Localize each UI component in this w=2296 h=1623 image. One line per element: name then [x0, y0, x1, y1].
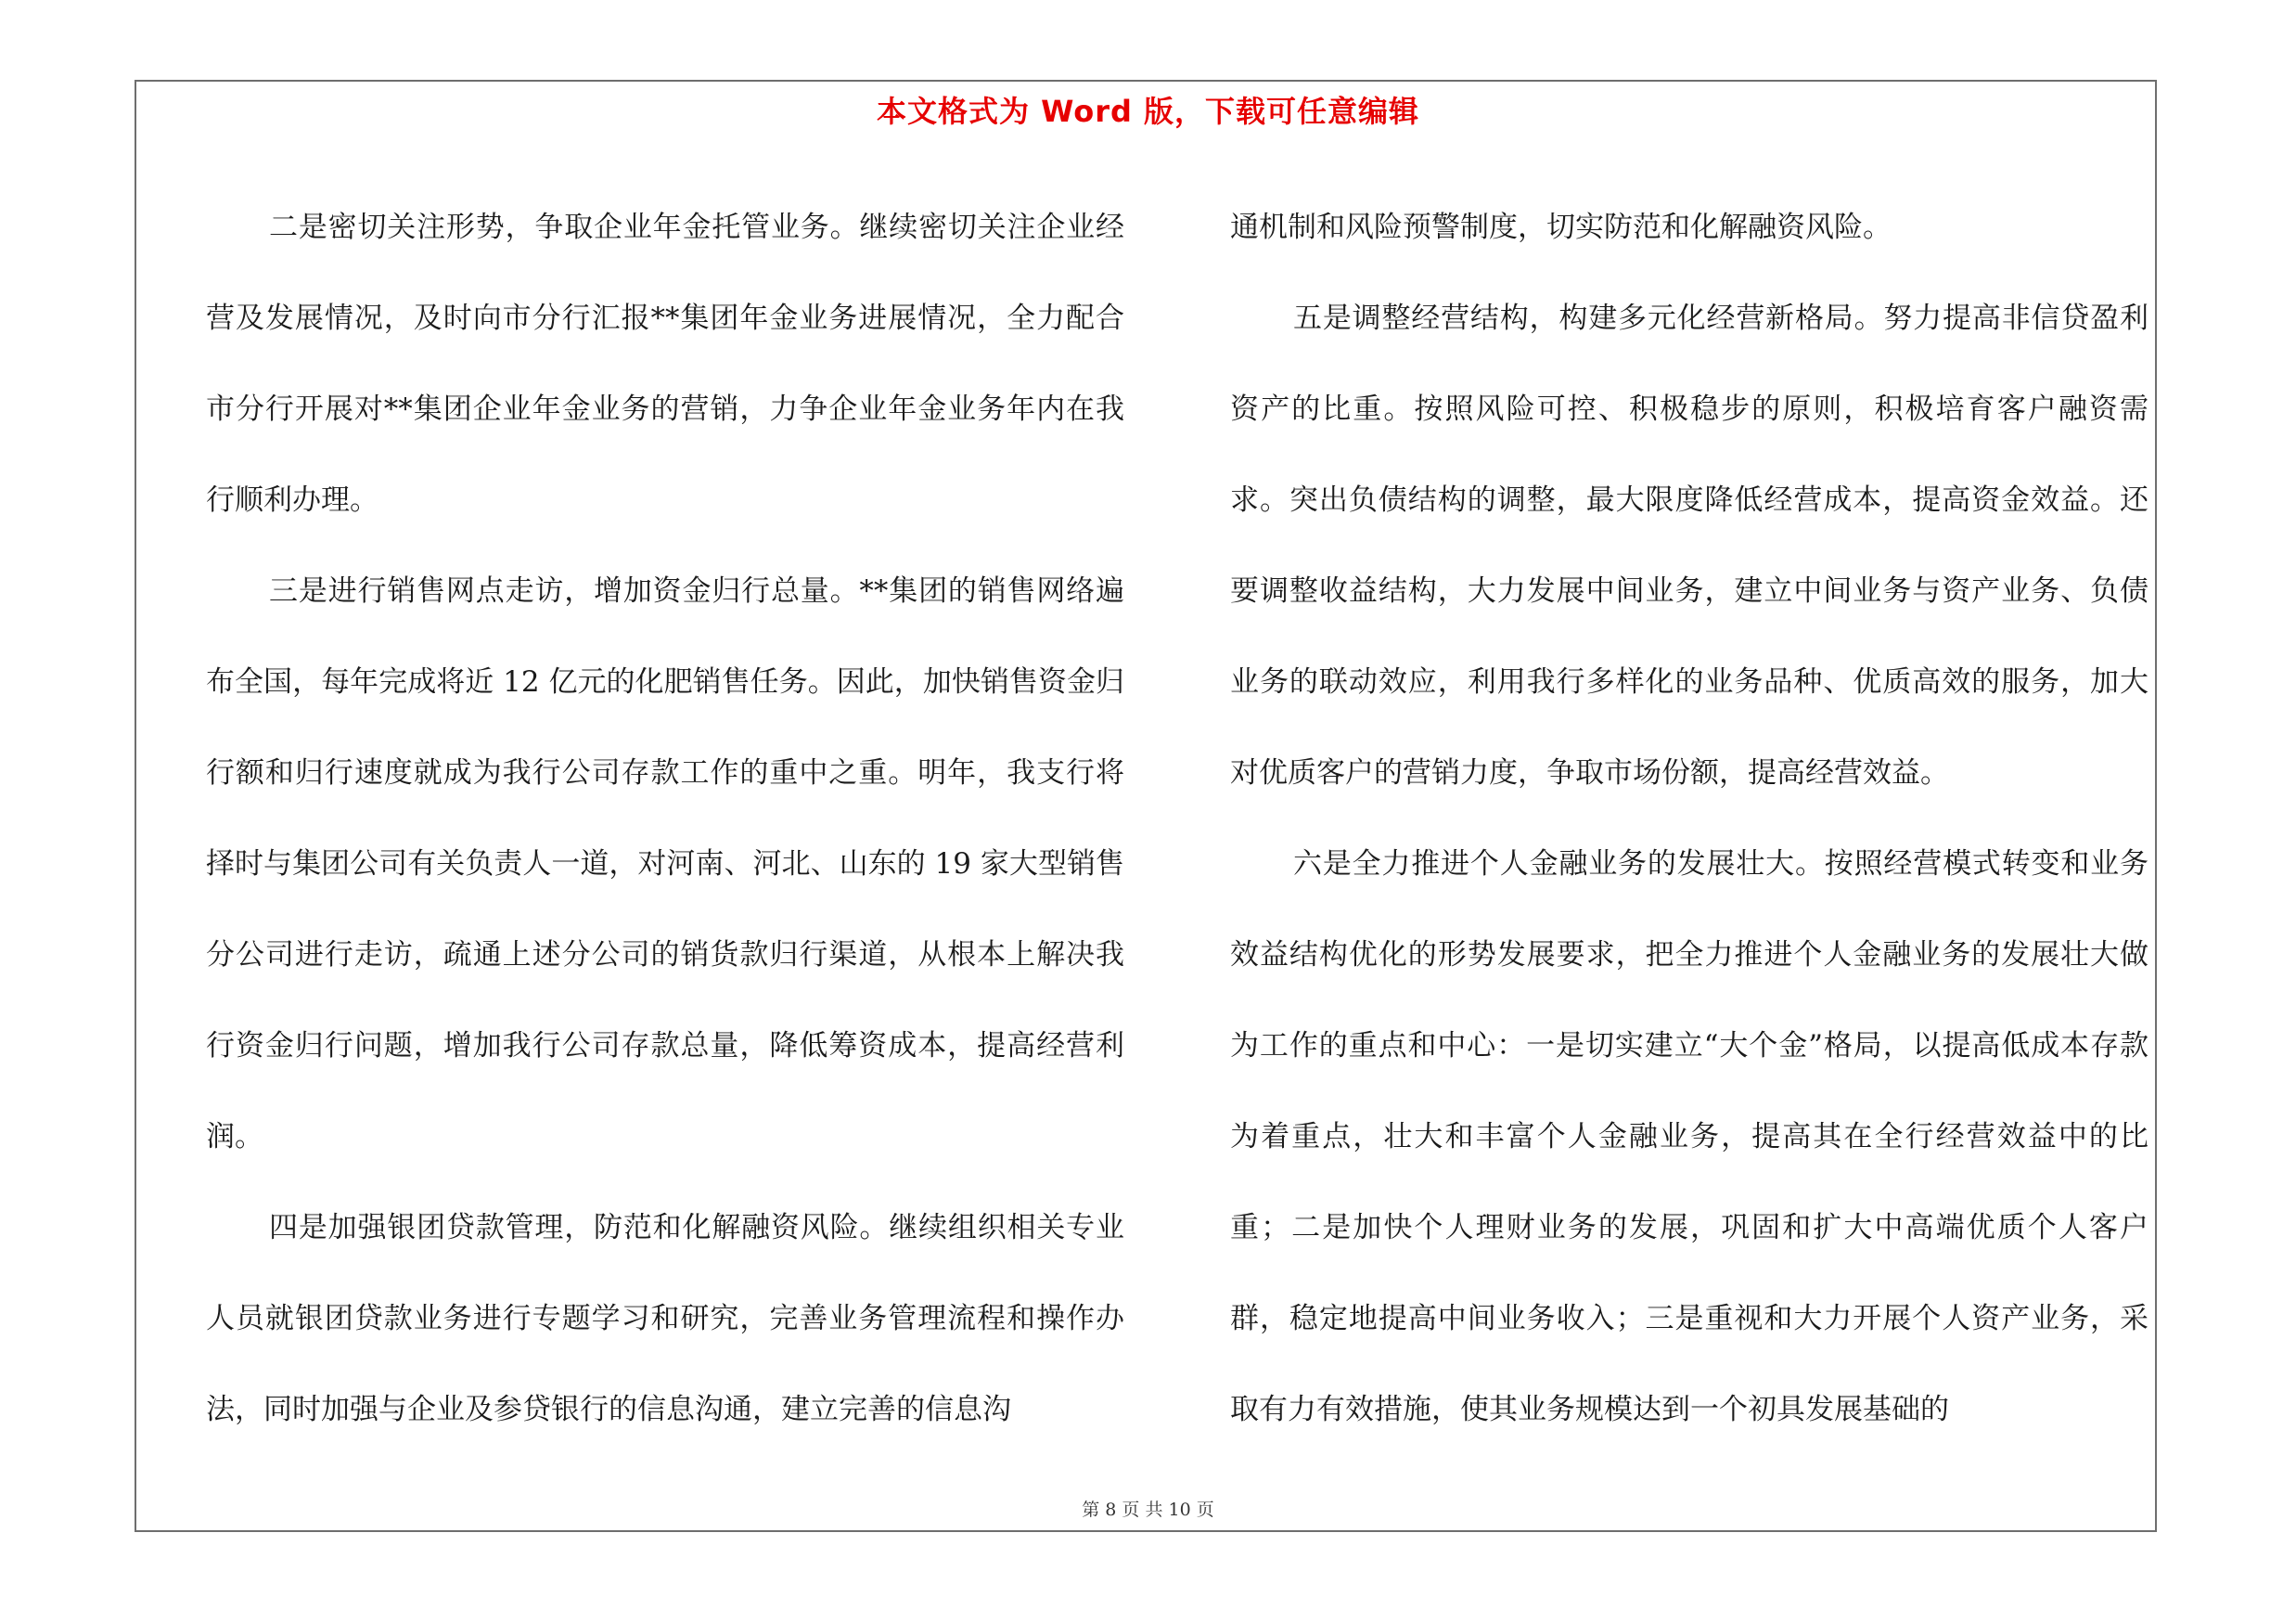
- paragraph-business-structure: 五是调整经营结构，构建多元化经营新格局。努力提高非信贷盈利资产的比重。按照风险可控、积极稳步的原则，积极培育客户融资需求。突出负债结构的调整，最大限度降低经营成本，提高资金效益。还要调整收益结构，大力发展中间业务，建立中间业务与资产业务、负债业务的联动效应，利用我行多样化的业务品种、优质高效的服务，加大对优质客户的营销力度，争取市场份额，提高经营效益。: [1230, 302, 2148, 790]
- left-column: [206, 182, 1124, 1455]
- format-banner: 本文格式为 Word 版，下载可任意编辑: [876, 94, 1420, 129]
- right-column: [1230, 182, 2148, 1455]
- paragraph-sales-outlets: 三是进行销售网点走访，增加资金归行总量。**集团的销售网络遍布全国，每年完成将近 12 亿元的化肥销售任务。因此，加快销售资金归行额和归行速度就成为我行公司存款工作的重中之重。明年，我支行将择时与集团公司有关负责人一道，对河南、河北、山东的 19 家大型销售分公司进行走访，疏通上述分公司的销货款归行渠道，从根本上解决我行资金归行问题，增加我行公司存款总量，降低筹资成本，提高经营利润。: [206, 574, 1124, 1153]
- page-number: 第 8 页 共 10 页: [1082, 1500, 1214, 1520]
- paragraph-syndicated-loans: 四是加强银团贷款管理，防范和化解融资风险。继续组织相关专业人员就银团贷款业务进行专题学习和研究，完善业务管理流程和操作办法，同时加强与企业及参贷银行的信息沟通，建立完善的信息沟: [206, 1211, 1124, 1426]
- paragraph-continuation: 通机制和风险预警制度，切实防范和化解融资风险。: [1230, 211, 1892, 244]
- paragraph-annuity: 二是密切关注形势，争取企业年金托管业务。继续密切关注企业经营及发展情况，及时向市分行汇报**集团年金业务进展情况，全力配合市分行开展对**集团企业年金业务的营销，力争企业年金业务年内在我行顺利办理。: [206, 211, 1124, 517]
- paragraph-personal-finance: 六是全力推进个人金融业务的发展壮大。按照经营模式转变和业务效益结构优化的形势发展要求，把全力推进个人金融业务的发展壮大做为工作的重点和中心：一是切实建立“大个金”格局，以提高低成本存款为着重点，壮大和丰富个人金融业务，提高其在全行经营效益中的比重；二是加快个人理财业务的发展，巩固和扩大中高端优质个人客户群，稳定地提高中间业务收入；三是重视和大力开展个人资产业务，采取有力有效措施，使其业务规模达到一个初具发展基础的: [1230, 847, 2148, 1426]
